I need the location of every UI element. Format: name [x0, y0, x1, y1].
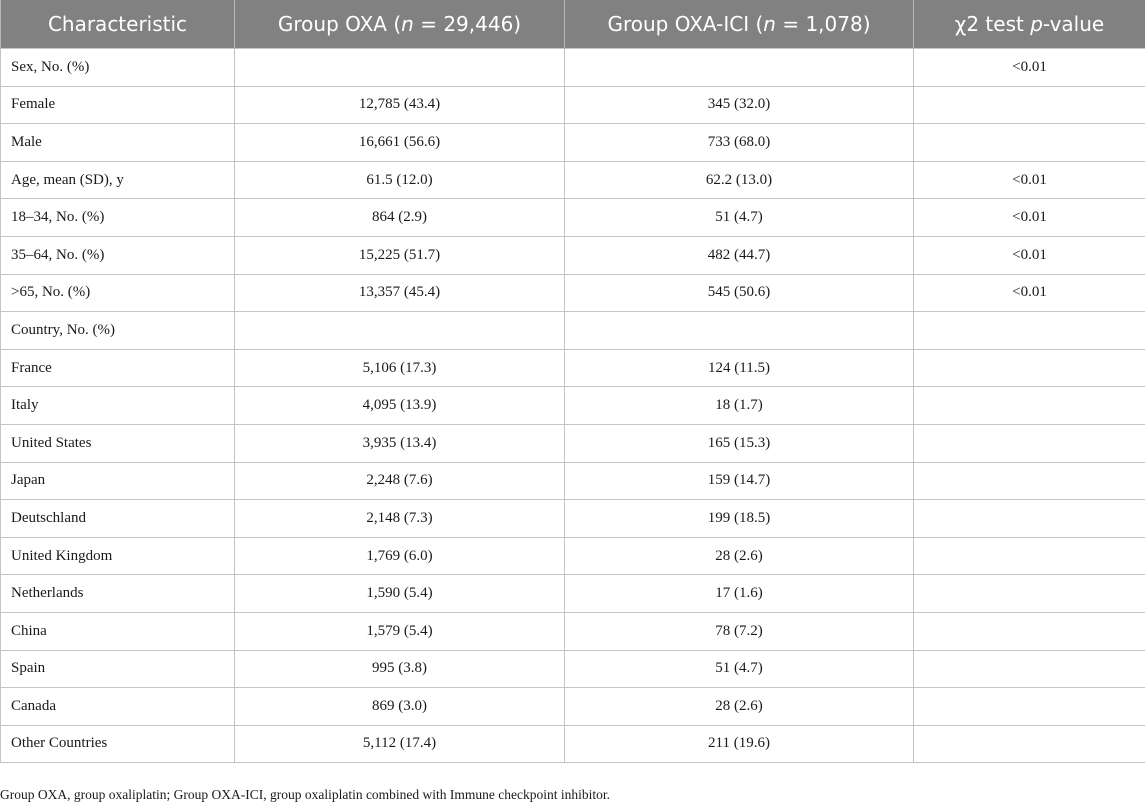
table-row — [1, 199, 1145, 237]
cell-p-value — [914, 349, 1145, 387]
cell-characteristic: Sex, No. (%) — [1, 49, 235, 87]
cell-p-value: <0.01 — [914, 161, 1145, 199]
header-p-value-prefix: χ2 test — [954, 12, 1031, 36]
cell-group-oxa-ici: 28 (2.6) — [565, 537, 914, 575]
table-row — [1, 462, 1145, 500]
cell-characteristic: United Kingdom — [1, 537, 235, 575]
cell-p-value — [914, 612, 1145, 650]
table-row — [1, 500, 1145, 538]
cell-group-oxa-ici: 199 (18.5) — [565, 500, 914, 538]
cell-group-oxa: 1,579 (5.4) — [235, 612, 565, 650]
header-group-oxa-n: n — [401, 12, 414, 36]
cell-group-oxa-ici: 211 (19.6) — [565, 725, 914, 763]
cell-group-oxa: 869 (3.0) — [235, 688, 565, 726]
cell-group-oxa-ici: 545 (50.6) — [565, 274, 914, 312]
cell-p-value — [914, 86, 1145, 124]
header-p-value-suffix: -value — [1042, 12, 1105, 36]
table-row — [1, 349, 1145, 387]
table-row — [1, 612, 1145, 650]
cell-p-value — [914, 725, 1145, 763]
header-p-value-p: p — [1030, 12, 1043, 36]
table-row — [1, 86, 1145, 124]
cell-group-oxa: 16,661 (56.6) — [235, 124, 565, 162]
cell-characteristic: Male — [1, 124, 235, 162]
cell-characteristic: 35–64, No. (%) — [1, 236, 235, 274]
table-row — [1, 274, 1145, 312]
cell-group-oxa-ici: 51 (4.7) — [565, 650, 914, 688]
cell-p-value — [914, 500, 1145, 538]
cell-group-oxa-ici: 733 (68.0) — [565, 124, 914, 162]
cell-group-oxa-ici — [565, 49, 914, 87]
cell-group-oxa-ici: 78 (7.2) — [565, 612, 914, 650]
cell-group-oxa: 2,148 (7.3) — [235, 500, 565, 538]
cell-characteristic: Deutschland — [1, 500, 235, 538]
cell-characteristic: Other Countries — [1, 725, 235, 763]
table-row — [1, 236, 1145, 274]
table-row — [1, 312, 1145, 350]
header-group-oxa-prefix: Group OXA ( — [277, 12, 402, 36]
header-group-oxa — [235, 0, 565, 49]
header-characteristic: Characteristic — [1, 0, 235, 49]
table-footnote: Group OXA, group oxaliplatin; Group OXA-ICI, group oxaliplatin combined with Immune checkpoint inhibitor. — [0, 787, 611, 802]
cell-group-oxa-ici: 124 (11.5) — [565, 349, 914, 387]
cell-group-oxa: 5,106 (17.3) — [235, 349, 565, 387]
table-row — [1, 49, 1145, 87]
header-row — [1, 0, 1145, 49]
table-row — [1, 575, 1145, 613]
cell-group-oxa — [235, 312, 565, 350]
cell-characteristic: Japan — [1, 462, 235, 500]
table-row — [1, 124, 1145, 162]
table-row — [1, 650, 1145, 688]
cell-characteristic: Country, No. (%) — [1, 312, 235, 350]
header-p-value — [914, 0, 1145, 49]
header-group-oxa-ici-n: n — [763, 12, 776, 36]
cell-group-oxa: 12,785 (43.4) — [235, 86, 565, 124]
cell-group-oxa: 15,225 (51.7) — [235, 236, 565, 274]
table-row — [1, 537, 1145, 575]
cell-group-oxa-ici — [565, 312, 914, 350]
table-row — [1, 424, 1145, 462]
cell-p-value — [914, 462, 1145, 500]
cell-group-oxa: 4,095 (13.9) — [235, 387, 565, 425]
cell-characteristic: Age, mean (SD), y — [1, 161, 235, 199]
cell-group-oxa — [235, 49, 565, 87]
cell-group-oxa: 1,769 (6.0) — [235, 537, 565, 575]
cell-p-value: <0.01 — [914, 49, 1145, 87]
cell-p-value — [914, 387, 1145, 425]
cell-p-value — [914, 424, 1145, 462]
cell-p-value: <0.01 — [914, 236, 1145, 274]
header-group-oxa-ici — [565, 0, 914, 49]
table-row — [1, 688, 1145, 726]
table-row — [1, 725, 1145, 763]
cell-group-oxa-ici: 17 (1.6) — [565, 575, 914, 613]
cell-p-value — [914, 312, 1145, 350]
table-row — [1, 161, 1145, 199]
cell-characteristic: >65, No. (%) — [1, 274, 235, 312]
cell-p-value — [914, 650, 1145, 688]
cell-p-value — [914, 688, 1145, 726]
cell-p-value — [914, 575, 1145, 613]
cell-p-value — [914, 537, 1145, 575]
cell-group-oxa-ici: 28 (2.6) — [565, 688, 914, 726]
cell-p-value: <0.01 — [914, 274, 1145, 312]
header-group-oxa-suffix: = 29,446) — [413, 12, 522, 36]
cell-p-value: <0.01 — [914, 199, 1145, 237]
cell-group-oxa: 995 (3.8) — [235, 650, 565, 688]
cell-characteristic: Canada — [1, 688, 235, 726]
cell-characteristic: Netherlands — [1, 575, 235, 613]
cell-group-oxa: 61.5 (12.0) — [235, 161, 565, 199]
cell-group-oxa: 1,590 (5.4) — [235, 575, 565, 613]
cell-characteristic: United States — [1, 424, 235, 462]
cell-group-oxa-ici: 482 (44.7) — [565, 236, 914, 274]
table-row — [1, 387, 1145, 425]
cell-characteristic: Female — [1, 86, 235, 124]
cell-characteristic: China — [1, 612, 235, 650]
cell-group-oxa-ici: 159 (14.7) — [565, 462, 914, 500]
cell-group-oxa-ici: 18 (1.7) — [565, 387, 914, 425]
cell-characteristic: France — [1, 349, 235, 387]
cell-p-value — [914, 124, 1145, 162]
header-group-oxa-ici-suffix: = 1,078) — [775, 12, 871, 36]
cell-group-oxa: 5,112 (17.4) — [235, 725, 565, 763]
cell-group-oxa: 2,248 (7.6) — [235, 462, 565, 500]
cell-group-oxa-ici: 62.2 (13.0) — [565, 161, 914, 199]
cell-group-oxa-ici: 345 (32.0) — [565, 86, 914, 124]
header-group-oxa-ici-prefix: Group OXA-ICI ( — [607, 12, 764, 36]
cell-group-oxa-ici: 165 (15.3) — [565, 424, 914, 462]
cell-group-oxa: 13,357 (45.4) — [235, 274, 565, 312]
table-body — [1, 49, 1145, 763]
cell-group-oxa: 3,935 (13.4) — [235, 424, 565, 462]
cell-characteristic: 18–34, No. (%) — [1, 199, 235, 237]
cell-characteristic: Spain — [1, 650, 235, 688]
table-header — [1, 0, 1145, 49]
cell-group-oxa-ici: 51 (4.7) — [565, 199, 914, 237]
cell-group-oxa: 864 (2.9) — [235, 199, 565, 237]
cell-characteristic: Italy — [1, 387, 235, 425]
